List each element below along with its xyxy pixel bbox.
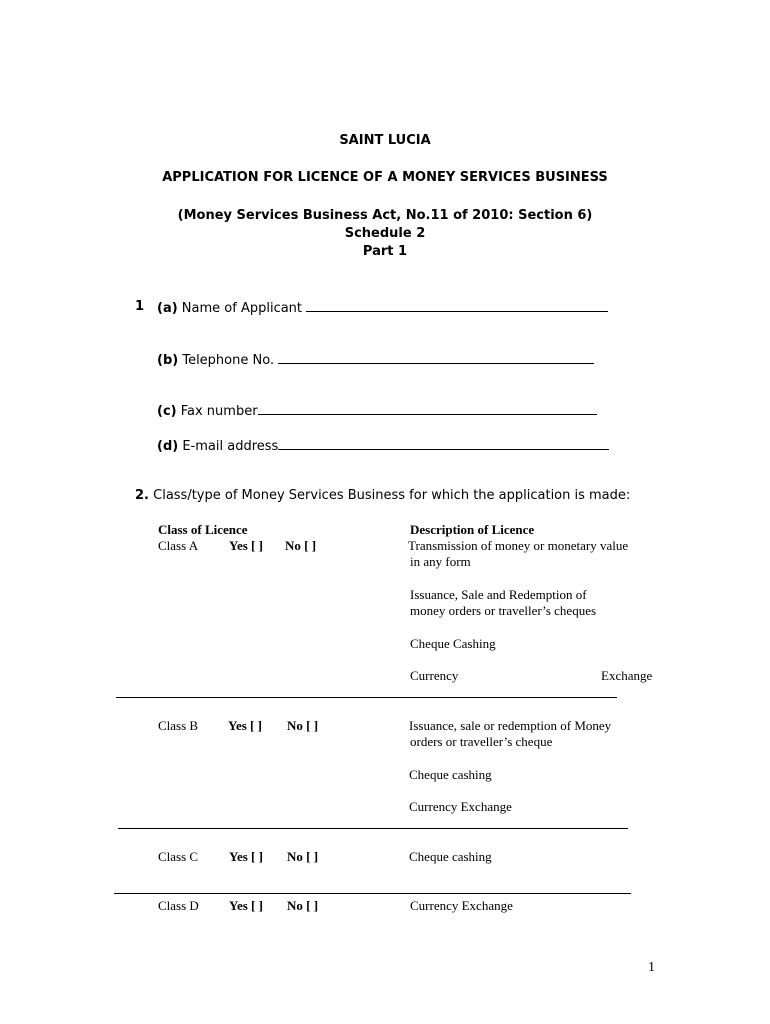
field-letter: (a) bbox=[157, 301, 178, 316]
field-label: E-mail address bbox=[182, 439, 279, 454]
applicant-name-line[interactable] bbox=[306, 299, 608, 312]
schedule-heading: Schedule 2 bbox=[344, 226, 426, 241]
field-label: Fax number bbox=[180, 404, 258, 419]
class-b-yes-checkbox[interactable]: Yes [ ] bbox=[228, 718, 262, 733]
email-line[interactable] bbox=[278, 437, 609, 450]
fax-line[interactable] bbox=[258, 402, 597, 415]
part-heading: Part 1 bbox=[362, 244, 408, 259]
act-reference: (Money Services Business Act, No.11 of 2010: Section 6) bbox=[177, 208, 593, 223]
section-divider bbox=[118, 828, 628, 829]
field-label: Telephone No. bbox=[182, 353, 275, 368]
class-d-label: Class D bbox=[158, 898, 199, 913]
field-letter: (c) bbox=[157, 404, 177, 419]
class-a-desc-line: in any form bbox=[410, 554, 471, 569]
class-b-desc-line: Currency Exchange bbox=[409, 799, 512, 814]
telephone-line[interactable] bbox=[278, 351, 594, 364]
class-a-yes-checkbox[interactable]: Yes [ ] bbox=[229, 538, 263, 553]
class-a-desc-line: Currency bbox=[410, 668, 459, 683]
class-a-desc-line: Exchange bbox=[601, 668, 653, 683]
field-telephone bbox=[157, 351, 594, 368]
class-b-no-checkbox[interactable]: No [ ] bbox=[287, 718, 319, 733]
question-1-number: 1 bbox=[135, 299, 145, 314]
class-c-desc-line: Cheque cashing bbox=[409, 849, 492, 864]
class-a-no-checkbox[interactable]: No [ ] bbox=[285, 538, 317, 553]
class-column-header: Class of Licence bbox=[158, 522, 248, 537]
class-a-desc-line: Transmission of money or monetary value bbox=[408, 538, 629, 553]
class-d-no-checkbox[interactable]: No [ ] bbox=[287, 898, 319, 913]
question-2-text: Class/type of Money Services Business for which the application is made: bbox=[153, 488, 631, 503]
question-2 bbox=[135, 488, 630, 503]
section-divider bbox=[116, 697, 617, 698]
page-number: 1 bbox=[648, 960, 655, 975]
field-email bbox=[157, 437, 609, 454]
class-b-desc-line: Issuance, sale or redemption of Money bbox=[409, 718, 612, 733]
class-a-desc-line: money orders or traveller’s cheques bbox=[410, 603, 597, 618]
field-fax bbox=[157, 402, 597, 419]
class-a-desc-line: Cheque Cashing bbox=[410, 636, 496, 651]
description-column-header: Description of Licence bbox=[410, 522, 535, 537]
class-d-desc-line: Currency Exchange bbox=[410, 898, 513, 913]
field-label: Name of Applicant bbox=[181, 301, 303, 316]
field-letter: (d) bbox=[157, 439, 179, 454]
class-a-desc-line: Issuance, Sale and Redemption of bbox=[410, 587, 587, 602]
field-letter: (b) bbox=[157, 353, 179, 368]
field-applicant-name bbox=[157, 299, 608, 316]
country-heading: SAINT LUCIA bbox=[339, 133, 431, 148]
document-title: APPLICATION FOR LICENCE OF A MONEY SERVICES BUSINESS bbox=[162, 170, 608, 185]
class-c-label: Class C bbox=[158, 849, 199, 864]
class-b-desc-line: orders or traveller’s cheque bbox=[410, 734, 553, 749]
class-b-label: Class B bbox=[158, 718, 199, 733]
section-divider bbox=[114, 893, 631, 894]
class-c-no-checkbox[interactable]: No [ ] bbox=[287, 849, 319, 864]
class-d-yes-checkbox[interactable]: Yes [ ] bbox=[229, 898, 263, 913]
class-c-yes-checkbox[interactable]: Yes [ ] bbox=[229, 849, 263, 864]
question-2-number: 2. bbox=[135, 488, 149, 503]
class-a-label: Class A bbox=[158, 538, 199, 553]
class-b-desc-line: Cheque cashing bbox=[409, 767, 492, 782]
